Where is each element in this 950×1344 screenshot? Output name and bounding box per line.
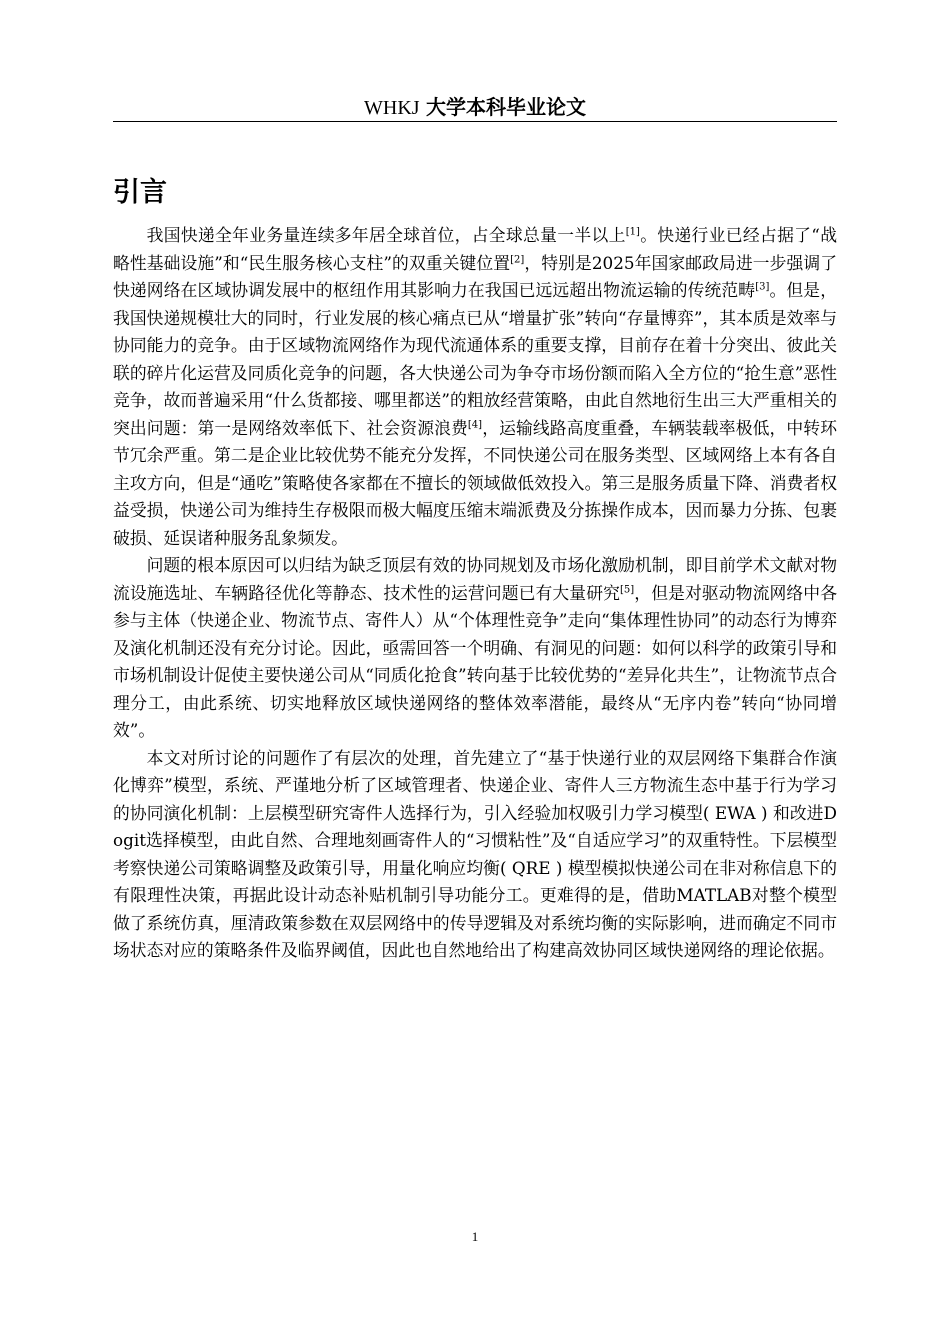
citation-ref: [2] bbox=[510, 253, 525, 265]
paragraph bbox=[113, 552, 837, 745]
paragraph-text: 本文对所讨论的问题作了有层次的处理，首先建立了“基于快递行业的双层网络下集群合作演化博弈”模型，系统、严谨地分析了区域管理者、快递企业、寄件人三方物流生态中基于行为学习的协同演化机制：上层模型研究寄件人选择行为，引入经验加权吸引力学习模型( EWA ) 和改进Dogit选择模型，由此自然、合理地刻画寄件人的“习惯粘性”及“自适应学习”的双重特性。下层模型考察快递公司策略调整及政策引导，用量化响应均衡( QRE ) 模型模拟快递公司在非对称信息下的有限理性决策，再据此设计动态补贴机制引导功能分工。更难得的是，借助MATLAB对整个模型做了系统仿真，厘清政策参数在双层网络中的传导逻辑及对系统均衡的实际影响，进而确定不同市场状态对应的策略条件及临界阈值，因此也自然地给出了构建高效协同区域快递网络的理论依据。 bbox=[113, 747, 837, 960]
page-header bbox=[113, 92, 837, 122]
paragraph-text: ，但是对驱动物流网络中各参与主体（快递企业、物流节点、寄件人）从“个体理性竞争”走向“集体理性协同”的动态行为博弈及演化机制还没有充分讨论。因此，亟需回答一个明确、有洞见的问题：如何以科学的政策引导和市场机制设计促使主要快递公司从“同质化抢食”转向基于比较优势的“差异化共生”，让物流节点合理分工，由此系统、切实地释放区域快递网络的整体效率潜能，最终从“无序内卷”转向“协同增效”。 bbox=[113, 582, 837, 740]
paragraph-text: 。快递行业已经占据了“战略性基础设施”和“民生服务核心支柱”的双重关键位置 bbox=[113, 225, 837, 273]
page-number: 1 bbox=[471, 1229, 479, 1244]
paragraph bbox=[113, 745, 837, 965]
paragraph-text: ，特别是2025年国家邮政局进一步强调了快递网络在区域协调发展中的枢纽作用其影响力在我国已远远超出物流运输的传统范畴 bbox=[113, 252, 837, 300]
citation-ref: [3] bbox=[755, 281, 770, 293]
citation-ref: [5] bbox=[620, 583, 635, 595]
section-title: 引言 bbox=[113, 177, 167, 208]
header-university-title: 大学本科毕业论文 bbox=[425, 95, 586, 119]
paragraph-text: ，运输线路高度重叠，车辆装载率极低，中转环节冗余严重。第二是企业比较优势不能充分发挥，不同快递公司在服务类型、区域网络上本有各自主攻方向，但是“通吃”策略使各家都在不擅长的领域做低效投入。第三是服务质量下降、消费者权益受损，快递公司为维持生存极限而极大幅度压缩末端派费及分拣操作成本，因而暴力分拣、包裹破损、延误诸种服务乱象频发。 bbox=[113, 417, 837, 548]
paragraph-text: 问题的根本原因可以归结为缺乏顶层有效的协同规划及市场化激励机制，即目前学术文献对物流设施选址、车辆路径优化等静态、技术性的运营问题已有大量研究 bbox=[113, 555, 837, 603]
paragraph-text: 。但是，我国快递规模壮大的同时，行业发展的核心痛点已从“增量扩张”转向“存量博弈”，其本质是效率与协同能力的竞争。由于区域物流网络作为现代流通体系的重要支撑，目前存在着十分突出、彼此关联的碎片化运营及同质化竞争的问题，各大快递公司为争夺市场份额而陷入全方位的“抢生意”恶性竞争，故而普遍采用“什么货都接、哪里都送”的粗放经营策略，由此自然地衍生出三大严重相关的突出问题：第一是网络效率低下、社会资源浪费 bbox=[113, 280, 837, 438]
citation-ref: [4] bbox=[467, 418, 483, 430]
citation-ref: [1] bbox=[625, 226, 640, 238]
paragraph bbox=[113, 222, 837, 552]
header-latin: WHKJ bbox=[364, 97, 420, 119]
body-text bbox=[113, 222, 837, 965]
paragraph-text: 我国快递全年业务量连续多年居全球首位，占全球总量一半以上 bbox=[146, 225, 626, 245]
header-rule bbox=[113, 121, 837, 122]
